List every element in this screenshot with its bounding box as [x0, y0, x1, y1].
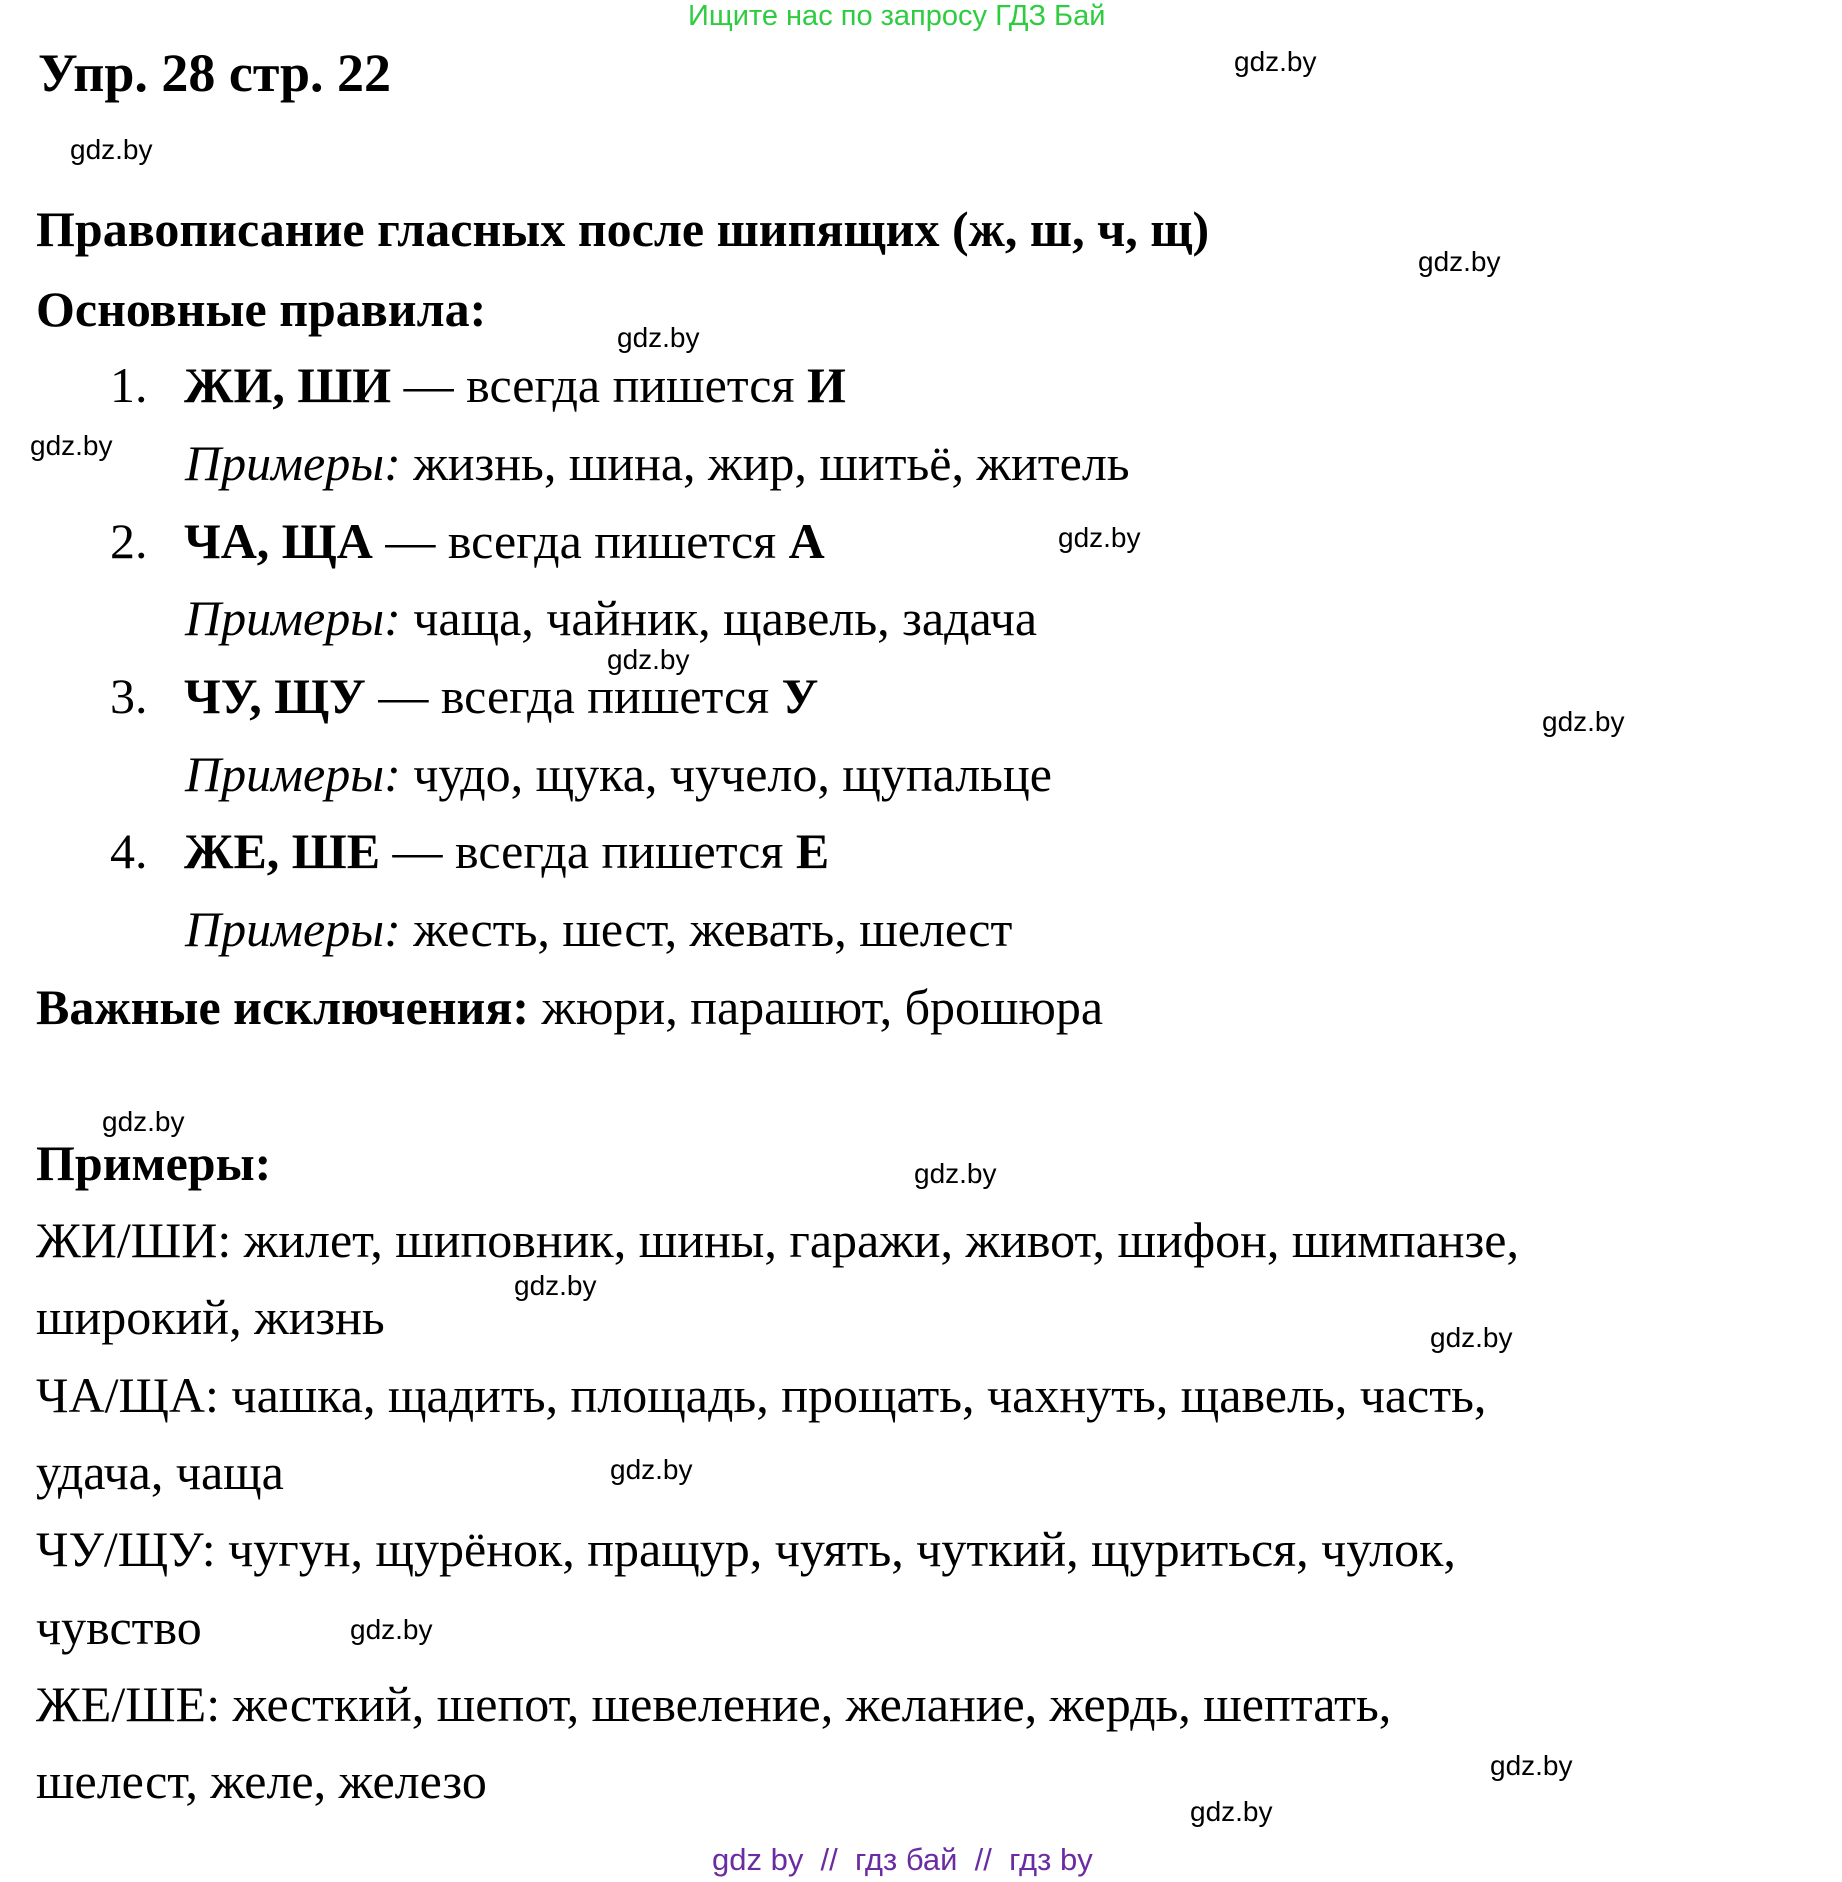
rule-letter: И	[806, 357, 846, 413]
top-banner: Ищите нас по запросу ГДЗ Бай	[688, 0, 1106, 32]
footer-links[interactable]: gdz by // гдз бай // гдз by	[712, 1842, 1093, 1877]
example-line: ЧА/ЩА: чашка, щадить, площадь, прощать, чахнуть, щавель, часть,	[36, 1367, 1487, 1423]
examples-label: Примеры:	[185, 901, 401, 957]
rule-text: — всегда пишется	[380, 823, 796, 879]
example-line: удача, чаща	[36, 1444, 284, 1500]
rule-1-examples	[185, 434, 1130, 492]
example-line: ЖЕ/ШЕ: жесткий, шепот, шевеление, желание, жердь, шептать,	[36, 1676, 1392, 1732]
watermark: gdz.by	[1430, 1322, 1513, 1353]
example-line: ЖИ/ШИ: жилет, шиповник, шины, гаражи, живот, шифон, шимпанзе,	[36, 1212, 1519, 1268]
watermark: gdz.by	[914, 1158, 997, 1189]
rule-number: 1.	[110, 357, 148, 413]
rule-2	[110, 512, 825, 570]
rule-4-examples	[185, 900, 1012, 958]
rule-3	[110, 667, 818, 725]
example-line: широкий, жизнь	[36, 1289, 385, 1345]
examples-label: Примеры:	[185, 435, 401, 491]
example-line: чувство	[36, 1599, 202, 1655]
examples-label: Примеры:	[185, 590, 401, 646]
watermark: gdz.by	[607, 644, 690, 675]
rule-2-examples	[185, 589, 1037, 647]
rule-number: 4.	[110, 823, 148, 879]
examples-heading: Примеры:	[36, 1135, 272, 1191]
rule-text: — всегда пишется	[391, 357, 807, 413]
rule-syllables: ЖЕ, ШЕ	[184, 823, 381, 879]
rule-number: 3.	[110, 668, 148, 724]
example-line: шелест, желе, железо	[36, 1753, 487, 1809]
rule-letter: Е	[795, 823, 830, 879]
rule-1	[110, 356, 846, 414]
rule-syllables: ЖИ, ШИ	[184, 357, 392, 413]
example-line: ЧУ/ЩУ: чугун, щурёнок, пращур, чуять, чуткий, щуриться, чулок,	[36, 1521, 1456, 1577]
exceptions-label: Важные исключения:	[36, 979, 530, 1035]
examples-text: чудо, щука, чучело, щупальце	[400, 746, 1052, 802]
exceptions	[36, 978, 1103, 1036]
watermark: gdz.by	[610, 1454, 693, 1485]
watermark: gdz.by	[1490, 1750, 1573, 1781]
watermark: gdz.by	[1190, 1796, 1273, 1827]
rule-text: — всегда пишется	[372, 513, 789, 569]
watermark: gdz.by	[102, 1106, 185, 1137]
topic-heading: Правописание гласных после шипящих (ж, ш, ч, щ)	[36, 201, 1210, 257]
rules-heading: Основные правила:	[36, 281, 487, 337]
watermark: gdz.by	[1234, 46, 1317, 77]
examples-text: чаща, чайник, щавель, задача	[400, 590, 1038, 646]
examples-label: Примеры:	[185, 746, 401, 802]
examples-text: жизнь, шина, жир, шитьё, житель	[400, 435, 1130, 491]
exercise-title: Упр. 28 стр. 22	[38, 43, 392, 103]
rule-syllables: ЧА, ЩА	[184, 513, 373, 569]
exceptions-text: жюри, парашют, брошюра	[529, 979, 1104, 1035]
rule-number: 2.	[110, 513, 148, 569]
watermark: gdz.by	[514, 1270, 597, 1301]
watermark: gdz.by	[1058, 522, 1141, 553]
watermark: gdz.by	[30, 430, 113, 461]
rule-4	[110, 822, 829, 880]
watermark: gdz.by	[1542, 706, 1625, 737]
rule-3-examples	[185, 745, 1052, 803]
watermark: gdz.by	[617, 322, 700, 353]
rule-letter: А	[788, 513, 825, 569]
rule-syllables: ЧУ, ЩУ	[184, 668, 366, 724]
watermark: gdz.by	[350, 1614, 433, 1645]
rule-letter: У	[781, 668, 819, 724]
watermark: gdz.by	[1418, 246, 1501, 277]
watermark: gdz.by	[70, 134, 153, 165]
examples-text: жесть, шест, жевать, шелест	[400, 901, 1013, 957]
rule-text: — всегда пишется	[365, 668, 782, 724]
